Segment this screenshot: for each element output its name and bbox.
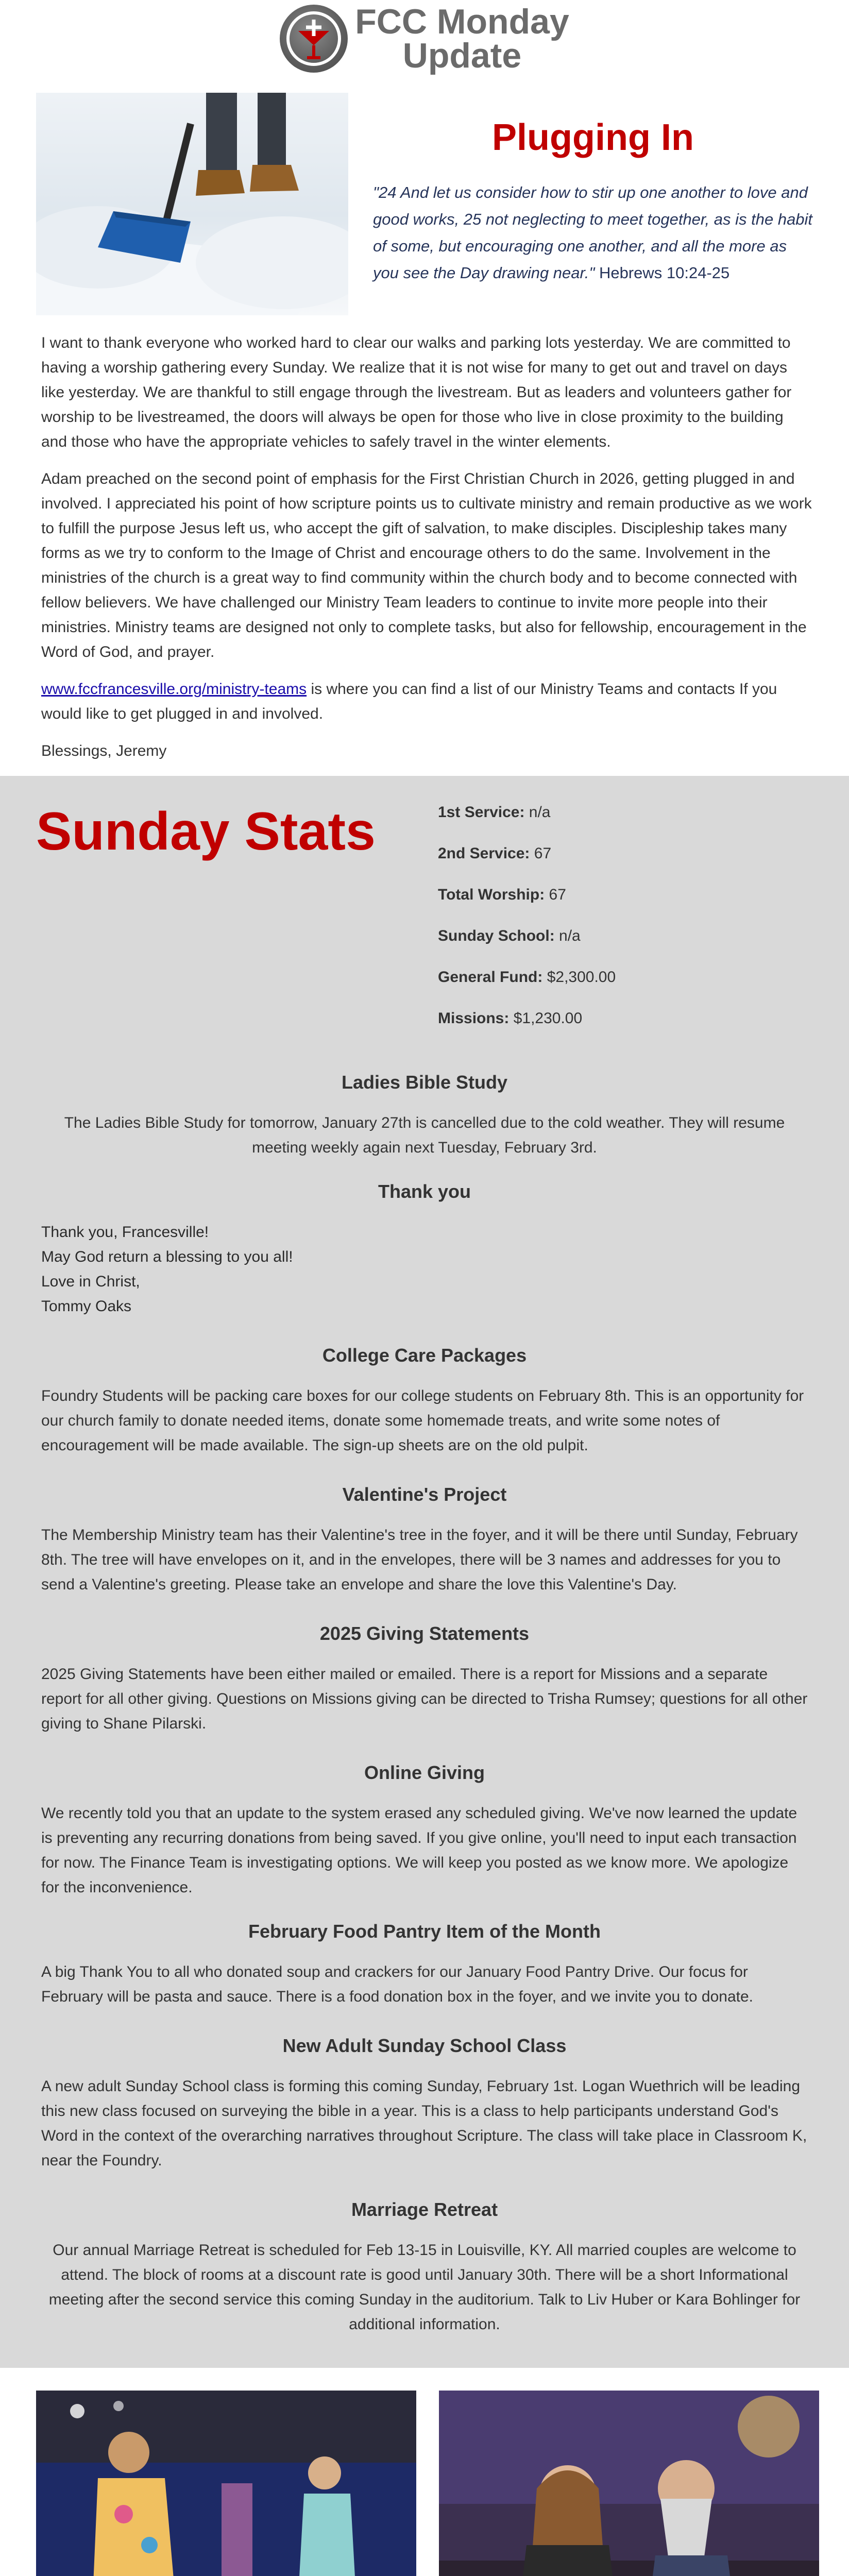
- ministry-teams-link[interactable]: www.fccfrancesville.org/ministry-teams: [41, 681, 307, 698]
- section-body: Our annual Marriage Retreat is scheduled for Feb 13-15 in Louisville, KY. All married couples are welcome to attend. The block of rooms at a discount rate is good until January 30th. There will be a short Informational meeting after the second service this coming Sunday in the auditorium. Talk to Liv Huber or Kara Bohlinger for additional information.: [48, 2242, 801, 2333]
- youth-ministries: [0, 2368, 849, 2576]
- section-heading: Marriage Retreat: [351, 2199, 498, 2220]
- section-heading: New Adult Sunday School Class: [282, 2035, 567, 2056]
- stat-row: Total Worship: 67: [438, 886, 566, 903]
- thank-you-line: Tommy Oaks: [41, 1298, 132, 1315]
- section-heading: Thank you: [378, 1181, 471, 1202]
- thank-you-line: Thank you, Francesville!: [41, 1224, 209, 1241]
- hero-section: [0, 77, 849, 300]
- section-body: A big Thank You to all who donated soup and crackers for our January Food Pantry Drive. Our focus for February will be pasta and sauce. There is a food donation box in the foyer, and we invite you to donate.: [41, 1963, 753, 2005]
- newsletter-title: FCC Monday Update: [355, 2, 569, 75]
- letter-paragraph: Adam preached on the second point of emphasis for the First Christian Church in 2026, getting plugged in and involved. I appreciated his point of how scripture points us to cultivate ministry and remain productive as we work to fulfill the purpose Jesus left us, who accept the gift of salvation, to make disciples. Discipleship takes many forms as we try to conform to the Image of Christ and encourage others to do the same. Involvement in the ministries of the church is a great way to find community within the church body and to become connected with fellow believers. We have challenged our Ministry Team leaders to continue to invite more people into their ministries. Ministry teams are designed not only to complete tasks, but also for fellowship, encouragement in the Word of God, and prayer.: [41, 470, 812, 660]
- church-logo: [280, 5, 348, 73]
- stat-row: 2nd Service: 67: [438, 845, 552, 862]
- stat-row: Missions: $1,230.00: [438, 1010, 583, 1027]
- thank-you-section: [0, 1181, 849, 1319]
- section-body: Foundry Students will be packing care boxes for our college students on February 8th. This is an opportunity for our church family to donate needed items, donate some homemade treats, and write some notes of encouragement will be made available. The sign-up sheets are on the old pulpit.: [41, 1387, 804, 1454]
- foundry-hawaiian-night-photo: [36, 2391, 416, 2576]
- section-body: A new adult Sunday School class is forming this coming Sunday, February 1st. Logan Wuethrich will be leading this new class focused on surveying the bible in a year. This is a class to help participants understand God's Word in the context of the overarching narratives throughout Scripture. The class will take place in Classroom K, near the Foundry.: [41, 2078, 807, 2169]
- section-heading: February Food Pantry Item of the Month: [248, 1921, 601, 1942]
- letter-signoff: Blessings, Jeremy: [41, 742, 167, 759]
- ladies-bible-study-section: [0, 1072, 849, 1160]
- chalice-emblem-icon: [285, 10, 342, 67]
- newsletter-header: [0, 0, 849, 77]
- thank-you-line: Love in Christ,: [41, 1273, 140, 1290]
- section-body: 2025 Giving Statements have been either mailed or emailed. There is a report for Missions and a separate report for all other giving. Questions on Missions giving can be directed to Trisha Rumsey; questions for all other giving to Shane Pilarski.: [41, 1666, 808, 1732]
- stat-row: 1st Service: n/a: [438, 804, 551, 821]
- stat-row: Sunday School: n/a: [438, 927, 581, 944]
- section-heading: Valentine's Project: [342, 1484, 507, 1505]
- foundry-column: [36, 2391, 416, 2576]
- college-care-section: [0, 1345, 849, 1458]
- section-body: We recently told you that an update to the system erased any scheduled giving. We've now learned the update is preventing any recurring donations from being saved. If you give online, you'll need to input each transaction for now. The Finance Team is investigating options. We will keep you posted as we know more. We apologize for the inconvenience.: [41, 1805, 797, 1896]
- section-heading: Ladies Bible Study: [341, 1072, 508, 1093]
- pastor-letter: [0, 300, 849, 764]
- sunday-stats-list: [438, 801, 813, 1051]
- stat-row: General Fund: $2,300.00: [438, 969, 616, 986]
- sunday-stats-title: Sunday Stats: [36, 802, 376, 861]
- adult-class-section: [0, 2035, 849, 2173]
- section-heading: 2025 Giving Statements: [319, 1623, 530, 1644]
- online-giving-section: [0, 1762, 849, 1900]
- valentine-project-section: [0, 1484, 849, 1597]
- section-body: The Membership Ministry team has their Valentine's tree in the foyer, and it will be there until Sunday, February 8th. The tree will have envelopes on it, and in the envelopes, there will be 3 names and addresses for you to send a Valentine's greeting. Please take an envelope and share the love this Valentine's Day.: [41, 1527, 798, 1593]
- scripture-verse: "24 And let us consider how to stir up one another to love and good works, 25 not neglecting to meet together, as is the habit of some, but encouraging one another, and all the more as you see the Day drawing near." Hebrews 10:24-25: [373, 183, 813, 282]
- spark-column: [439, 2391, 819, 2576]
- section-heading: Online Giving: [364, 1762, 485, 1783]
- hero-title: Plugging In: [492, 117, 694, 158]
- giving-statements-section: [0, 1623, 849, 1736]
- letter-paragraph: www.fccfrancesville.org/ministry-teams is where you can find a list of our Ministry Teams and contacts If you would like to get plugged in and involved.: [41, 681, 777, 722]
- section-body: The Ladies Bible Study for tomorrow, January 27th is cancelled due to the cold weather. They will resume meeting weekly again next Tuesday, February 3rd.: [64, 1114, 785, 1156]
- letter-paragraph: I want to thank everyone who worked hard to clear our walks and parking lots yesterday. We are committed to having a worship gathering every Sunday. We realize that it is not wise for many to get out and travel on days like yesterday. We are thankful to still engage through the livestream. But as leaders and volunteers gather for worship to be livestreamed, the doors will always be open for those who live in close proximity to the building and those who have the appropriate vehicles to safely travel in the winter elements.: [41, 334, 792, 450]
- stats-announcements-band: [0, 776, 849, 2368]
- spark-costume-photo: [439, 2391, 819, 2576]
- section-heading: College Care Packages: [322, 1345, 527, 1366]
- food-pantry-section: [0, 1921, 849, 2009]
- thank-you-line: May God return a blessing to you all!: [41, 1248, 293, 1265]
- marriage-retreat-section: [0, 2199, 849, 2337]
- snow-shovel-photo: [36, 93, 348, 315]
